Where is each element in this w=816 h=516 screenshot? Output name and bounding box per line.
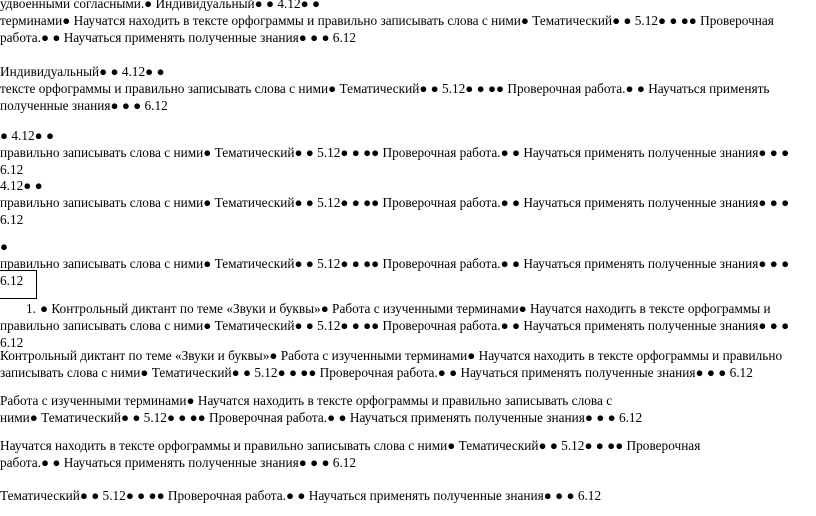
list-number: 1. bbox=[26, 301, 36, 316]
paragraph-10-line-1: Тематический● ● 5.12● ● ●● Проверочная работа.● ● Научаться применять полученные знания● ● ● 6.12 bbox=[0, 488, 602, 503]
paragraph-5-line-1: ● bbox=[0, 239, 9, 254]
paragraph-4-line-1: 4.12● ● bbox=[0, 178, 43, 193]
list-item-line-2: правильно записывать слова с ними● Тематический● ● 5.12● ● ●● Проверочная работа.● ● Научаться применять полученные знания● ● ● 6.12 bbox=[0, 318, 790, 350]
paragraph-8 bbox=[0, 392, 804, 426]
paragraph-2-line-2: тексте орфограммы и правильно записывать слова с ними● Тематический● ● 5.12● ● ●● Проверочная работа.● ● Научаться применять bbox=[0, 81, 770, 96]
paragraph-8-line-1: Работа с изученными терминами● Научатся находить в тексте орфограммы и правильно записывать слова с bbox=[0, 393, 613, 408]
table-cell-box bbox=[0, 270, 37, 299]
list-item-first-line bbox=[0, 300, 804, 317]
paragraph-1-line-2: терминами● Научатся находить в тексте орфограммы и правильно записывать слова с ними● Тематический● ● 5.12● ● ●● Проверочная bbox=[0, 13, 774, 28]
paragraph-9 bbox=[0, 437, 804, 471]
paragraph-5-line-2: правильно записывать слова с ними● Тематический● ● 5.12● ● ●● Проверочная работа.● ● Научаться применять полученные знания● ● ● 6.12 bbox=[0, 256, 790, 288]
paragraph-8-line-2: ними● Тематический● ● 5.12● ● ●● Проверочная работа.● ● Научаться применять полученные знания● ● ● 6.12 bbox=[0, 410, 643, 425]
paragraph-1-line-3: работа.● ● Научаться применять полученные знания● ● ● 6.12 bbox=[0, 30, 357, 45]
paragraph-10 bbox=[0, 487, 804, 504]
paragraph-4-line-2: правильно записывать слова с ними● Тематический● ● 5.12● ● ●● Проверочная работа.● ● Научаться применять полученные знания● ● ● 6.12 bbox=[0, 195, 790, 227]
paragraph-4 bbox=[0, 177, 804, 228]
paragraph-3-line-2: правильно записывать слова с ними● Тематический● ● 5.12● ● ●● Проверочная работа.● ● Научаться применять полученные знания● ● ● 6.12 bbox=[0, 145, 790, 177]
list-item-line-1: ● Контрольный диктант по теме «Звуки и буквы»● Работа с изученными терминами● Научатся находить в тексте орфограммы и bbox=[40, 301, 771, 316]
paragraph-9-line-2: работа.● ● Научаться применять полученные знания● ● ● 6.12 bbox=[0, 455, 357, 470]
paragraph-1 bbox=[0, 0, 804, 46]
paragraph-1-line-1: удвоенными согласными.● Индивидуальный● ● 4.12● ● bbox=[0, 0, 321, 11]
paragraph-7 bbox=[0, 347, 804, 381]
numbered-list-item bbox=[0, 300, 804, 351]
paragraph-7-line-1: Контрольный диктант по теме «Звуки и буквы»● Работа с изученными терминами● Научатся находить в тексте орфограммы и правильно bbox=[0, 348, 783, 363]
paragraph-2-line-3: полученные знания● ● ● 6.12 bbox=[0, 98, 168, 113]
paragraph-2 bbox=[0, 63, 804, 114]
paragraph-5 bbox=[0, 238, 804, 289]
paragraph-9-line-1: Научатся находить в тексте орфограммы и правильно записывать слова с ними● Тематический● ● 5.12● ● ●● Проверочная bbox=[0, 438, 701, 453]
paragraph-7-line-2: записывать слова с ними● Тематический● ● 5.12● ● ●● Проверочная работа.● ● Научаться применять полученные знания● ● ● 6.12 bbox=[0, 365, 753, 380]
paragraph-3-line-1: ● 4.12● ● bbox=[0, 128, 55, 143]
paragraph-3 bbox=[0, 127, 804, 178]
paragraph-2-line-1: Индивидуальный● ● 4.12● ● bbox=[0, 64, 165, 79]
